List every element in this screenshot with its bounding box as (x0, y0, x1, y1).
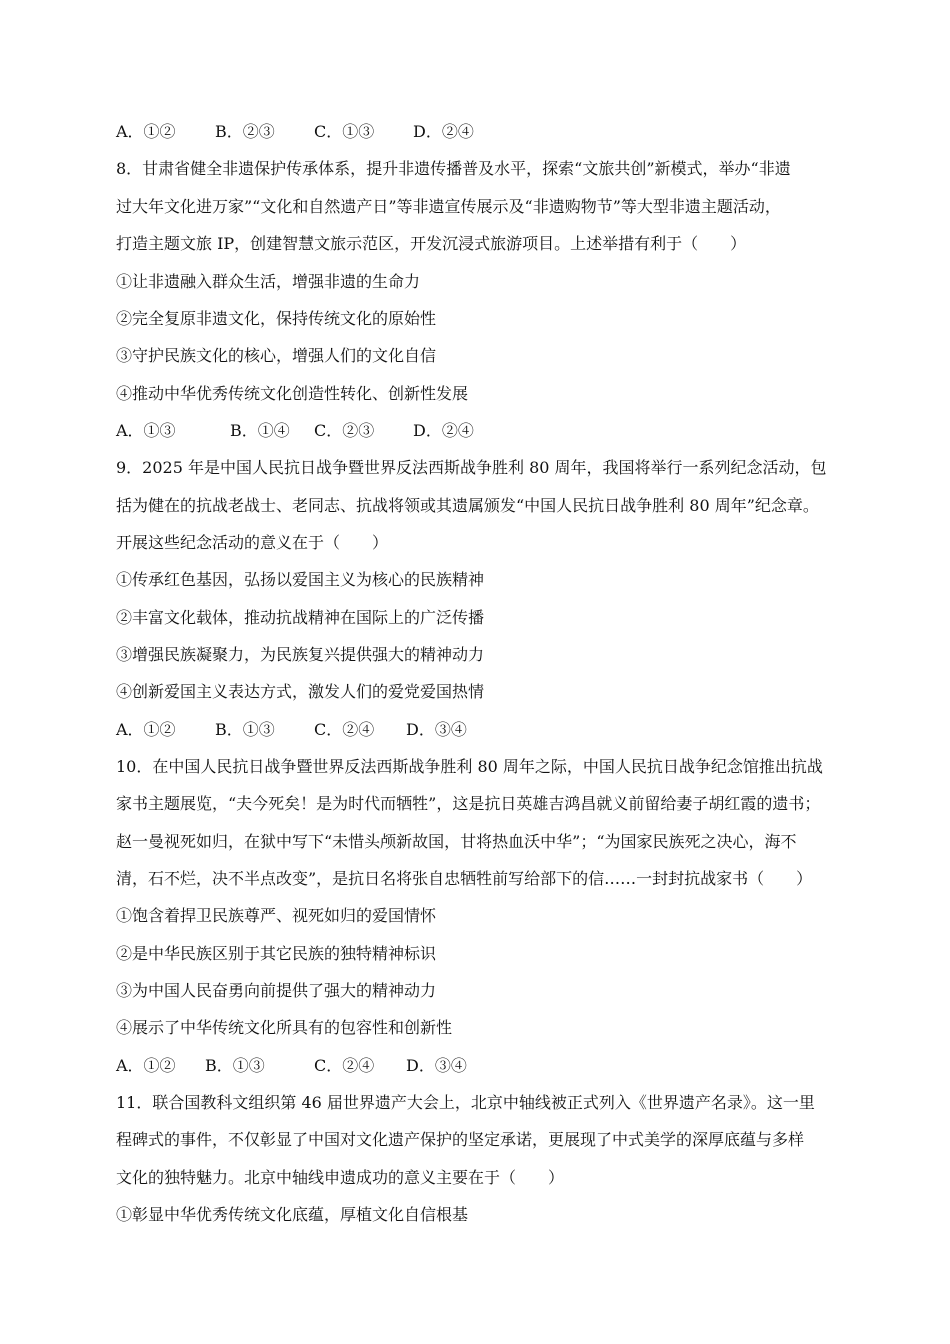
q11-stem-line-2: 程碑式的事件，不仅彰显了中国对文化遗产保护的坚定承诺，更展现了中式美学的深厚底蕴与多样 (116, 1130, 805, 1149)
q9-stem-line-2: 括为健在的抗战老战士、老同志、抗战将领或其遗属颁发“中国人民抗日战争胜利 80 周年”纪念章。 (116, 496, 819, 515)
q7-option-a: A．①② (116, 122, 176, 141)
q10-option-a: A．①② (116, 1056, 176, 1075)
q8-item-4: ④推动中华优秀传统文化创造性转化、创新性发展 (116, 384, 469, 403)
q10-stem-line-1: 10．在中国人民抗日战争暨世界反法西斯战争胜利 80 周年之际，中国人民抗日战争纪念馆推出抗战 (116, 757, 823, 776)
q9-option-c: C．②④ (314, 720, 375, 739)
q7-option-c: C．①③ (314, 122, 375, 141)
q11-stem-line-3: 文化的独特魅力。北京中轴线申遗成功的意义主要在于（ ） (116, 1168, 565, 1187)
q8-option-c: C．②③ (314, 421, 375, 440)
q11-stem-line-1: 11．联合国教科文组织第 46 届世界遗产大会上，北京中轴线被正式列入《世界遗产名录》。这一里 (116, 1093, 815, 1112)
q8-stem-line-2: 过大年文化进万家”“文化和自然遗产日”等非遗宣传展示及“非遗购物节”等大型非遗主题活动， (116, 197, 781, 216)
q8-option-a: A．①③ (116, 421, 176, 440)
q10-item-2: ②是中华民族区别于其它民族的独特精神标识 (116, 944, 437, 963)
q7-option-b: B．②③ (215, 122, 275, 141)
q11-item-1: ①彰显中华优秀传统文化底蕴，厚植文化自信根基 (116, 1205, 469, 1224)
q9-option-d: D．③④ (406, 720, 467, 739)
q10-item-4: ④展示了中华传统文化所具有的包容性和创新性 (116, 1018, 453, 1037)
q9-stem-line-1: 9．2025 年是中国人民抗日战争暨世界反法西斯战争胜利 80 周年，我国将举行一系列纪念活动，包 (116, 458, 827, 477)
q10-item-1: ①饱含着捍卫民族尊严、视死如归的爱国情怀 (116, 906, 437, 925)
q9-item-2: ②丰富文化载体，推动抗战精神在国际上的广泛传播 (116, 608, 485, 627)
q9-option-a: A．①② (116, 720, 176, 739)
q8-option-b: B．①④ (230, 421, 290, 440)
q8-stem-line-3: 打造主题文旅 IP，创建智慧文旅示范区，开发沉浸式旅游项目。上述举措有利于（ ） (116, 234, 747, 253)
q10-stem-line-3: 赵一曼视死如归，在狱中写下“未惜头颅新故国，甘将热血沃中华”；“为国家民族死之决心，海不 (116, 832, 797, 851)
q8-item-2: ②完全复原非遗文化，保持传统文化的原始性 (116, 309, 437, 328)
q9-item-1: ①传承红色基因，弘扬以爱国主义为核心的民族精神 (116, 570, 485, 589)
q10-stem-line-2: 家书主题展览，“夫今死矣！是为时代而牺牲”，这是抗日英雄吉鸿昌就义前留给妻子胡红霞的遗书； (116, 794, 821, 813)
q8-item-1: ①让非遗融入群众生活，增强非遗的生命力 (116, 272, 421, 291)
q10-option-c: C．②④ (314, 1056, 375, 1075)
q9-item-3: ③增强民族凝聚力，为民族复兴提供强大的精神动力 (116, 645, 485, 664)
q9-option-b: B．①③ (215, 720, 275, 739)
q10-option-b: B．①③ (205, 1056, 265, 1075)
q7-option-d: D．②④ (413, 122, 474, 141)
q8-option-d: D．②④ (413, 421, 474, 440)
q10-item-3: ③为中国人民奋勇向前提供了强大的精神动力 (116, 981, 437, 1000)
q10-stem-line-4: 清，石不烂，决不半点改变”，是抗日名将张自忠牺牲前写给部下的信……一封封抗战家书（ ） (116, 869, 813, 888)
q9-item-4: ④创新爱国主义表达方式，激发人们的爱党爱国热情 (116, 682, 485, 701)
q8-stem-line-1: 8．甘肃省健全非遗保护传承体系，提升非遗传播普及水平，探索“文旅共创”新模式，举办“非遗 (116, 159, 791, 178)
q9-stem-line-3: 开展这些纪念活动的意义在于（ ） (116, 533, 389, 552)
q8-item-3: ③守护民族文化的核心，增强人们的文化自信 (116, 346, 437, 365)
q10-option-d: D．③④ (406, 1056, 467, 1075)
